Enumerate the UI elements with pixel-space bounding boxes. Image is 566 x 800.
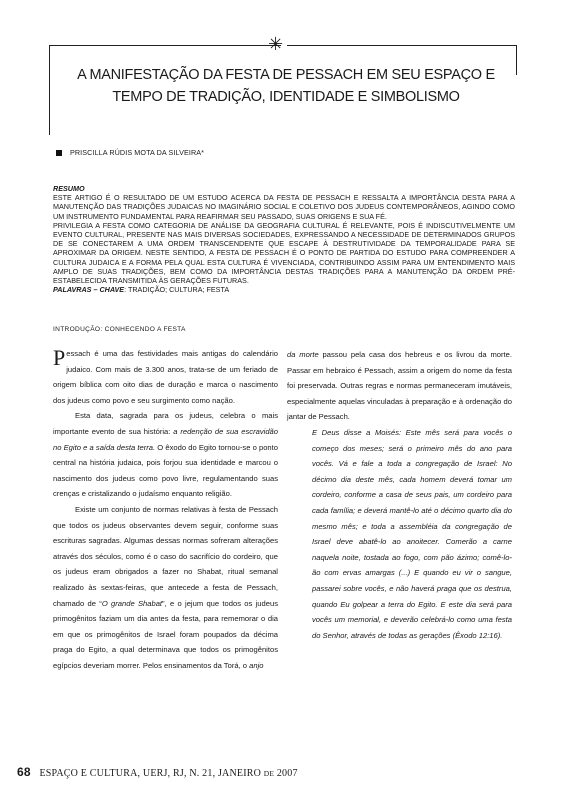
emphasis-text: O grande Shabat bbox=[101, 598, 163, 608]
abstract-paragraph-2: PRIVILEGIA A FESTA COMO CATEGORIA DE ANÁLISE DA GEOGRAFIA CULTURAL É RELEVANTE, POIS É INDISCUTIVELMENTE UM EVENTO CULTURAL, PRESENTE NAS MAIS DIVERSAS SOCIEDADES, EXPRESSANDO A NECESSIDADE DE DETERMINADOS GRUPOS DE SE CONECTAREM A UMA ORDEM TRANSCENDENTE QUE ESCAPE À DESTRUTIVIDADE DA TEMPORALIDADE PARA SE APROXIMAR DA ORIGEM. NESTE SENTIDO, A FESTA DE PESSACH É O PONTO DE PARTIDA DO ESTUDO PARA COMPREENDER A CULTURA JUDAICA E A FORMA PELA QUAL ESTA CULTURA É VIVENCIADA, CONTRIBUINDO ASSIM PARA UM ENTENDIMENTO MAIS AMPLO DE SUAS TRADIÇÕES, BEM COMO DA IMPORTÂNCIA DESTAS TRADIÇÕES PARA A MANUTENÇÃO DA ORDEM PRÉ-ESTABELECIDA TRANSMITIDA ÀS GERAÇÕES FUTURAS. bbox=[53, 220, 515, 286]
page-number: 68 bbox=[17, 765, 31, 779]
article-title: A MANIFESTAÇÃO DA FESTA DE PESSACH EM SEU ESPAÇO E TEMPO DE TRADIÇÃO, IDENTIDADE E SIMBOLISMO bbox=[77, 67, 495, 105]
paragraph-text: Esta data, sagrada para os judeus, celebra o mais importante evento de sua história: bbox=[53, 411, 278, 436]
paragraph bbox=[53, 502, 278, 674]
paragraph bbox=[287, 347, 512, 425]
abstract-paragraph-1: ESTE ARTIGO É O RESULTADO DE UM ESTUDO ACERCA DA FESTA DE PESSACH E RESSALTA A IMPORTÂNCIA DESTA PARA A MANUTENÇÃO DAS TRADIÇÕES JUDAICAS NO IMAGINÁRIO SOCIAL E COLETIVO DOS JUDEUS CONTEMPORÂNEOS, AGINDO COMO UM INSTRUMENTO FUNDAMENTAL PARA REAFIRMAR SEU PASSADO, SUAS ORIGENS E SUA FÉ. bbox=[53, 193, 515, 221]
header-rule-left bbox=[49, 45, 281, 46]
header-rule-vertical-right bbox=[516, 45, 517, 75]
paragraph bbox=[53, 346, 278, 408]
emphasis-text: da morte bbox=[287, 350, 319, 359]
text-column-right bbox=[287, 347, 512, 643]
bullet-square-icon bbox=[56, 150, 62, 156]
emphasis-text: a redenção de sua escravidão no Egito e a saída desta terra. bbox=[53, 426, 278, 452]
paragraph-text: essach é uma das festividades mais antigas do calendário judaico. Com mais de 3.300 anos, trata-se de um feriado de origem bíblica com oito dias de duração e marca o nascimento dos judeus como povo e seu surgimento como nação. bbox=[53, 349, 278, 405]
abstract-heading: RESUMO bbox=[53, 184, 85, 193]
keywords: : TRADIÇÃO; CULTURA; FESTA bbox=[124, 285, 230, 295]
journal-year: 2007 bbox=[276, 768, 298, 779]
author-name: PRISCILLA RÚDIS MOTA DA SILVEIRA* bbox=[70, 148, 205, 157]
drop-cap: P bbox=[53, 345, 66, 370]
journal-citation-de: DE bbox=[263, 769, 275, 778]
page-footer bbox=[17, 765, 298, 779]
abstract bbox=[53, 184, 515, 294]
paragraph-text: Existe um conjunto de normas relativas à festa de Pessach que todos os judeus observantes devem seguir, conforme suas escrituras sagradas. Algumas dessas normas sofreram alterações através dos séculos, como é o caso do sacrifício do cordeiro, que os judeus eram obrigados a fazer no Shabat, ritual semanal realizado às sextas-feiras, que antecede a festa de Pessach, chamado de “ bbox=[53, 504, 278, 608]
paragraph-text: passou pela casa dos hebreus e os livrou da morte. Passar em hebraico é Pessach, assim a origem do nome da festa foi preservada. Outras regras e normas permaneceram imutáveis, especialmente aquelas vinculadas à preparação e à ordenação do jantar de Pessach. bbox=[287, 350, 513, 422]
header-rule-right bbox=[287, 45, 516, 46]
block-quote: E Deus disse a Moisés: Este mês será para vocês o começo dos meses; será o primeiro mês do ano para vocês. Vá e fale a toda a congregação de Israel: No décimo dia deste mês, cada homem deverá tomar um cordeiro, conforme a casa de seus pais, um cordeiro para cada família; e deverá mantê-lo até o décimo quarto dia do mesmo mês; e toda a assembléia da congregação de Israel deve abatê-lo ao anoitecer. Comerão a carne naquela noite, tostada ao fogo, com pão ázimo; comê-lo-ão com ervas amargas (...) E quando eu vir o sangue, passarei sobre vocês, e não haverá praga que os destrua, quando Eu golpear a terra do Egito. E este dia será para vocês um memorial, e deverão celebrá-lo como uma festa do Senhor, através de todas as gerações (Êxodo 12:16). bbox=[312, 427, 512, 640]
emphasis-text: anjo bbox=[249, 660, 264, 670]
paragraph-text: ”, e o jejum que todos os judeus primogênitos faziam um dia antes da festa, para rememorar o dia em que os primogênitos de Israel foram poupados da décima praga do Egito, a qual determinava que todos os primogênitos egípcios deveriam morrer. Pelos ensinamentos da Torá, o bbox=[53, 598, 278, 670]
keywords-line bbox=[53, 285, 515, 294]
text-column-left bbox=[53, 346, 278, 673]
asterisk-ornament-icon: ✳ bbox=[268, 34, 284, 55]
journal-citation: ESPAÇO E CULTURA, UERJ, RJ, N. 21, JANEIRO bbox=[39, 768, 262, 779]
paragraph bbox=[53, 408, 278, 502]
header-rule-vertical-left bbox=[49, 45, 50, 135]
section-heading: INTRODUÇÃO: CONHECENDO A FESTA bbox=[53, 326, 186, 333]
paragraph-text: O êxodo do Egito tornou-se o ponto central na história judaica, pois forjou sua identidade e marcou o nascimento dos judeus como povo livre, regulamentando suas crenças e cristalizando o judaísmo enquanto religião. bbox=[53, 442, 278, 499]
keywords-label: PALAVRAS – CHAVE bbox=[53, 285, 125, 295]
author-line bbox=[56, 148, 204, 157]
